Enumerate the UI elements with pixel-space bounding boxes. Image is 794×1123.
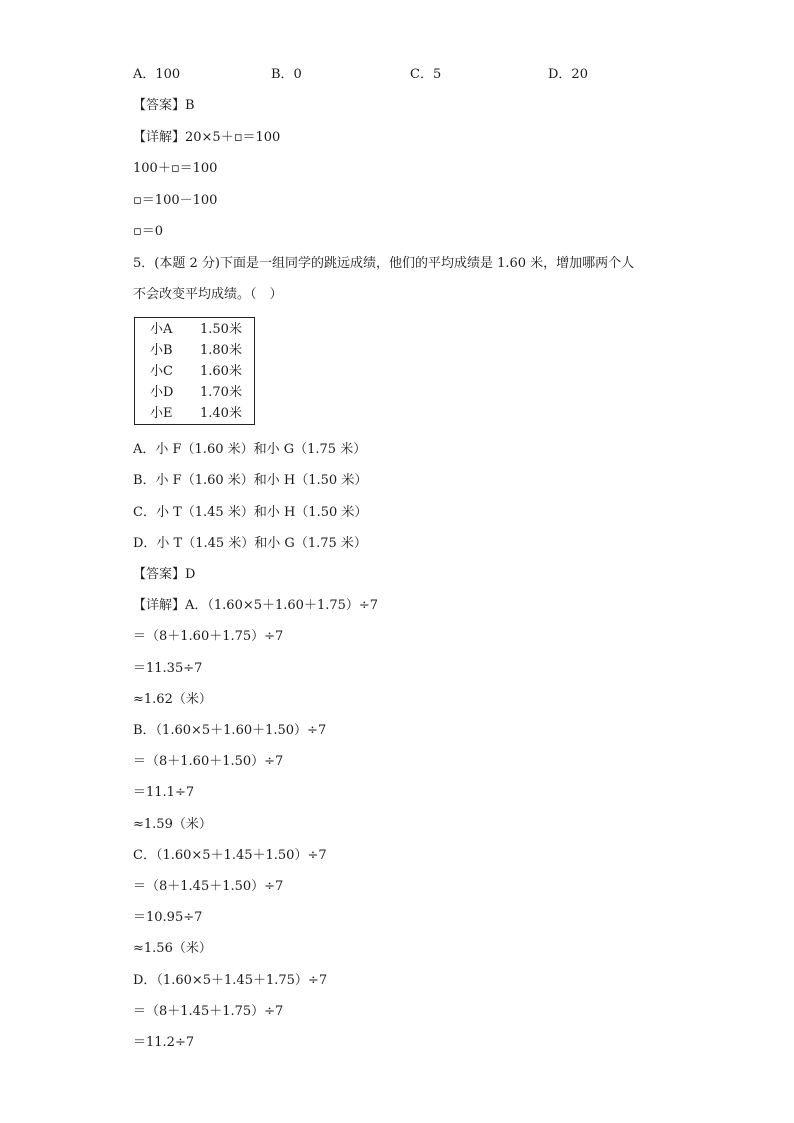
table-row <box>135 361 254 382</box>
q4-detail-line: 【详解】20×5＋▫＝100 <box>133 130 281 145</box>
q5-detail-line: ≈1.62（米） <box>133 692 212 707</box>
q4-option-b: B．0 <box>271 67 302 82</box>
student-name: 小E <box>150 406 173 421</box>
q5-stem-line: 不会改变平均成绩。（ ） <box>133 287 283 302</box>
q5-detail-line: B．（1.60×5＋1.60＋1.50）÷7 <box>133 723 327 738</box>
q5-option-c: C．小 T（1.45 米）和小 H（1.50 米） <box>133 505 368 520</box>
student-score: 1.60米 <box>200 364 242 379</box>
q5-detail-line: ＝10.95÷7 <box>133 910 203 925</box>
q4-detail-line: ▫＝0 <box>133 224 164 239</box>
q4-option-c: C．5 <box>410 67 442 82</box>
student-score: 1.70米 <box>200 385 242 400</box>
student-name: 小A <box>150 322 173 337</box>
table-row <box>135 340 254 361</box>
q4-detail-line: ▫＝100－100 <box>133 193 218 208</box>
q5-detail-line: ＝11.35÷7 <box>133 661 203 676</box>
q5-answer: 【答案】D <box>133 567 196 582</box>
q5-detail-line: ＝（8＋1.60＋1.75）÷7 <box>133 629 284 644</box>
student-score: 1.50米 <box>200 322 242 337</box>
q5-detail-line: ＝（8＋1.60＋1.50）÷7 <box>133 754 284 769</box>
q5-detail-line: ＝（8＋1.45＋1.75）÷7 <box>133 1004 284 1019</box>
q5-option-d: D．小 T（1.45 米）和小 G（1.75 米） <box>133 536 367 551</box>
q4-answer: 【答案】B <box>133 98 195 113</box>
score-table <box>134 317 255 425</box>
q4-option-d: D．20 <box>548 67 588 82</box>
q5-option-a: A．小 F（1.60 米）和小 G（1.75 米） <box>133 442 367 457</box>
q5-detail-line: ＝11.1÷7 <box>133 785 195 800</box>
q5-detail-line: ≈1.56（米） <box>133 941 212 956</box>
student-name: 小B <box>150 343 173 358</box>
student-score: 1.80米 <box>200 343 242 358</box>
q5-option-b: B．小 F（1.60 米）和小 H（1.50 米） <box>133 473 368 488</box>
q5-detail-line: 【详解】A．（1.60×5＋1.60＋1.75）÷7 <box>133 598 379 613</box>
q5-detail-line: ＝（8＋1.45＋1.50）÷7 <box>133 879 284 894</box>
student-name: 小D <box>150 385 174 400</box>
q5-detail-line: ≈1.59（米） <box>133 817 212 832</box>
q4-option-a: A．100 <box>133 67 181 82</box>
table-row <box>135 319 254 340</box>
table-row <box>135 382 254 403</box>
table-row <box>135 403 254 424</box>
q5-stem-line: 5．(本题 2 分)下面是一组同学的跳远成绩，他们的平均成绩是 1.60 米，增加哪两个人 <box>133 256 635 271</box>
q5-detail-line: ＝11.2÷7 <box>133 1035 195 1050</box>
student-name: 小C <box>150 364 173 379</box>
q5-detail-line: D．（1.60×5＋1.45＋1.75）÷7 <box>133 973 328 988</box>
student-score: 1.40米 <box>200 406 242 421</box>
q5-detail-line: C．（1.60×5＋1.45＋1.50）÷7 <box>133 848 327 863</box>
q4-detail-line: 100＋▫＝100 <box>133 161 218 176</box>
